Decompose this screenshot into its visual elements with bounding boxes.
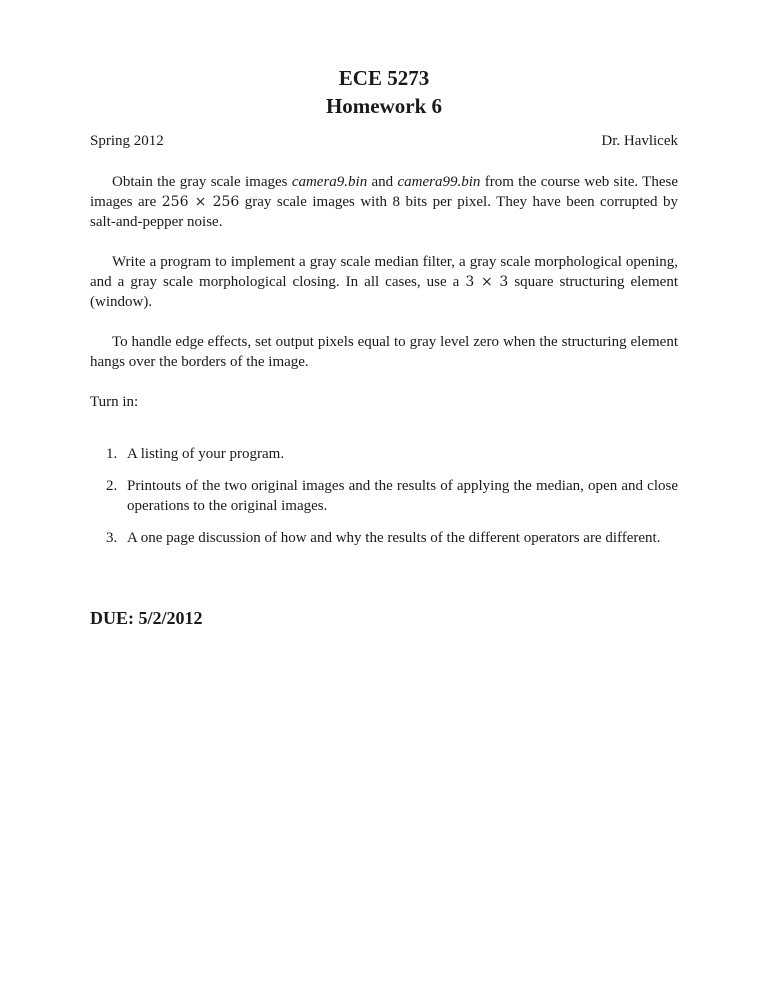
instructor-label: Dr. Havlicek <box>601 133 678 149</box>
list-item-text: A listing of your program. <box>127 446 285 462</box>
assignment-title: Homework 6 <box>325 94 443 118</box>
paragraph-obtain-images <box>90 172 678 232</box>
term-label: Spring 2012 <box>90 133 164 149</box>
due-date: DUE: 5/2/2012 <box>90 608 203 628</box>
list-item-text: Printouts of the two original images and the results of applying the median, open and close operations to the original images. <box>127 478 678 514</box>
turn-in-list <box>90 444 678 560</box>
text-run: gray scale images with 8 bits per pixel. They have been corrupted by salt-and-pepper noise. <box>90 194 678 230</box>
list-item <box>90 528 678 548</box>
list-number: 2. <box>106 478 118 494</box>
list-number: 1. <box>106 446 118 462</box>
filename-camera9: camera9.bin <box>291 174 368 190</box>
filename-camera99: camera99.bin <box>397 174 481 190</box>
list-number: 3. <box>106 530 118 546</box>
image-dimensions: 256 × 256 <box>161 194 240 210</box>
text-run: Obtain the gray scale images <box>112 174 292 190</box>
text-run: Write a program to implement a gray scale median filter, a gray scale morphological opening, and a gray scale morphological closing. In all cases, use a <box>90 254 678 290</box>
text-run: square structuring element (window). <box>90 274 678 310</box>
text-run: and <box>367 174 398 190</box>
list-item <box>90 444 678 464</box>
meta-line <box>90 132 678 150</box>
list-item <box>90 476 678 516</box>
paragraph-program-requirements <box>90 252 678 312</box>
list-item-text: A one page discussion of how and why the results of the different operators are different. <box>127 530 661 546</box>
window-size: 3 × 3 <box>465 274 509 290</box>
turn-in-label: Turn in: <box>90 394 139 410</box>
course-title: ECE 5273 <box>338 66 430 90</box>
text-run: from the course web site. These images are <box>90 174 678 210</box>
paragraph-edge-effects: To handle edge effects, set output pixels equal to gray level zero when the structuring element hangs over the borders of the image. <box>90 334 678 370</box>
title-block <box>0 64 768 120</box>
